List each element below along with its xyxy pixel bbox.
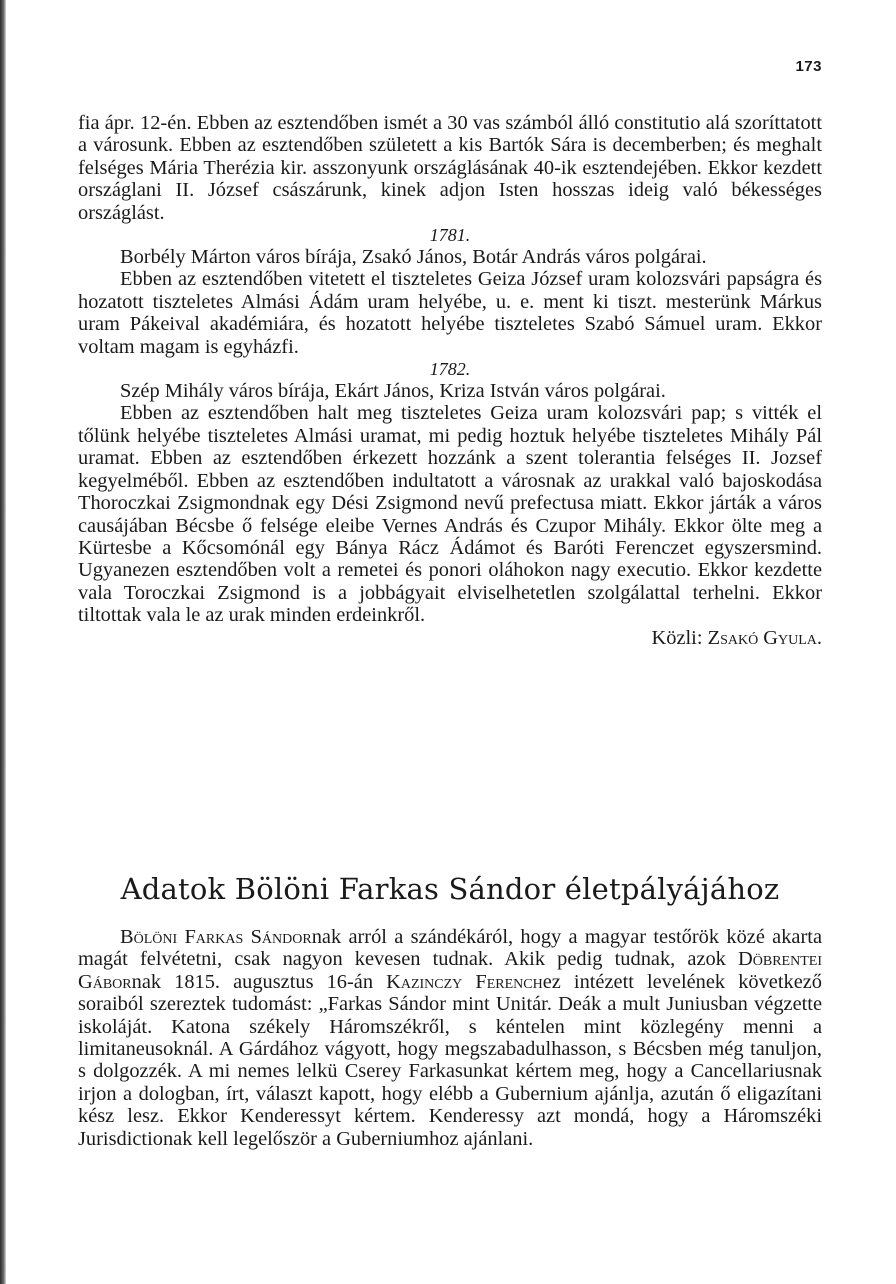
paragraph-1781-officials: Borbély Márton város bírája, Zsakó János, Botár András város polgárai.	[120, 246, 707, 269]
chronicle-text	[78, 112, 822, 649]
page-number: 173	[795, 58, 822, 75]
section-text-part-1: nak arról a szándékáról, hogy a magyar testőrök közé akarta magát felvétetni, csak nagyon kevesen tudnak. Akik pedig tudnak, azok	[78, 926, 822, 971]
continuation-paragraph: fia ápr. 12-én. Ebben az esztendőben ismét a 30 vas számból álló constitutio alá szoríttatott a városunk. Ebben az esztendőben született a kis Bartók Sára is decemberben; és meghalt felséges Mária Therézia kir. asszonyunk országlásának 40-ik esztendejében. Ekkor kezdett országlani II. József császárunk, kinek adjon Isten hosszas ideig való békességes országlást.	[78, 112, 822, 224]
section-text-part-3: ez intézett levelének következő soraiból szereztek tudomást: „Farkas Sándor mint Unitár. Deák a mult Juniusban végzette iskoláját. Katona székely Háromszékről, s kéntelen mint közlegény menni a limitaneusoknál. A Gárdához vágyott, hogy megszabadulhasson, s Bécsben még tanuljon, s dolgozzék. A mi nemes lelkü Cserey Farkasunkat kértem meg, hogy a Cancellariusnak irjon a dologban, írt, választ kapott, hogy elébb a Gubernium ajánlja, azután ő eligazítani kész lesz. Ekkor Kenderessyt kértem. Kenderessy azt mondá, hogy a Háromszéki Jurisdictionak kell legelőször a Guberniumhoz ajánlani.	[78, 970, 822, 1150]
name-bolomi-farkas-sandor: Bölöni Farkas Sándor	[120, 926, 312, 948]
signature-line	[78, 627, 822, 649]
paragraph-1782-officials: Szép Mihály város bírája, Ekárt János, Kriza István város polgárai.	[120, 380, 666, 403]
page-binding-edge	[0, 0, 6, 1284]
year-heading-1782: 1782.	[429, 359, 471, 380]
section-text	[78, 926, 822, 1150]
year-heading-1781: 1781.	[429, 225, 471, 246]
section-paragraph	[78, 926, 822, 1150]
name-kazinczy-ferenc-a: Kazinczy F	[386, 970, 487, 993]
paragraph-1782-events: Ebben az esztendőben halt meg tiszteletes Geiza uram kolozsvári pap; s vitték el tőlünk helyébe tiszteletes Almási uramat, mi pedig hoztuk helyébe tiszteletes Mihály Pál uramat. Ebben az esztendőben érkezett hozzánk a szent tolerantia felséges II. Jozsef kegyelméből. Ebben az esztendőben indultatott a városnak az urakkal való bajoskodása Thoroczkai Zsigmondnak egy Dési Zsigmond nevű prefectusa miatt. Ekkor járták a város causájában Bécsbe ő felsége eleibe Vernes András és Czupor Mihály. Ekkor ölte meg a Kürtesbe a Kőcsomónál egy Bánya Rácz Ádámot és Baróti Ferenczet egyszersmind. Ugyanezen esztendőben volt a remetei és ponori oláhokon nagy executio. Ekkor kezdette vala Toroczkai Zsigmond is a jobbágyait elviselhetetlen szolgálattal terhelni. Ekkor tiltottak vala le az urak minden erdeinkről.	[78, 402, 822, 627]
signature-author: Zsakó Gyula.	[707, 626, 822, 649]
name-kazinczy-ferenc-b: erench	[486, 970, 543, 993]
name-dobrentei-gabor: Döbrentei Gábor	[78, 948, 822, 993]
section-text-part-2: nak 1815. augusztus 16-án	[131, 970, 387, 993]
section-title: Adatok Bölöni Farkas Sándor életpályájához	[120, 872, 780, 906]
paragraph-1781-events: Ebben az esztendőben vitetett el tiszteletes Geiza József uram kolozsvári papságra és hozatott tiszteletes Almási Ádám uram helyébe, u. e. ment ki tiszt. mesterünk Márkus uram Pákeival akadémiára, és hozatott helyébe tiszteletes Szabó Sámuel uram. Ekkor voltam magam is egyházfi.	[78, 268, 822, 358]
signature-prefix: Közli:	[651, 626, 708, 649]
